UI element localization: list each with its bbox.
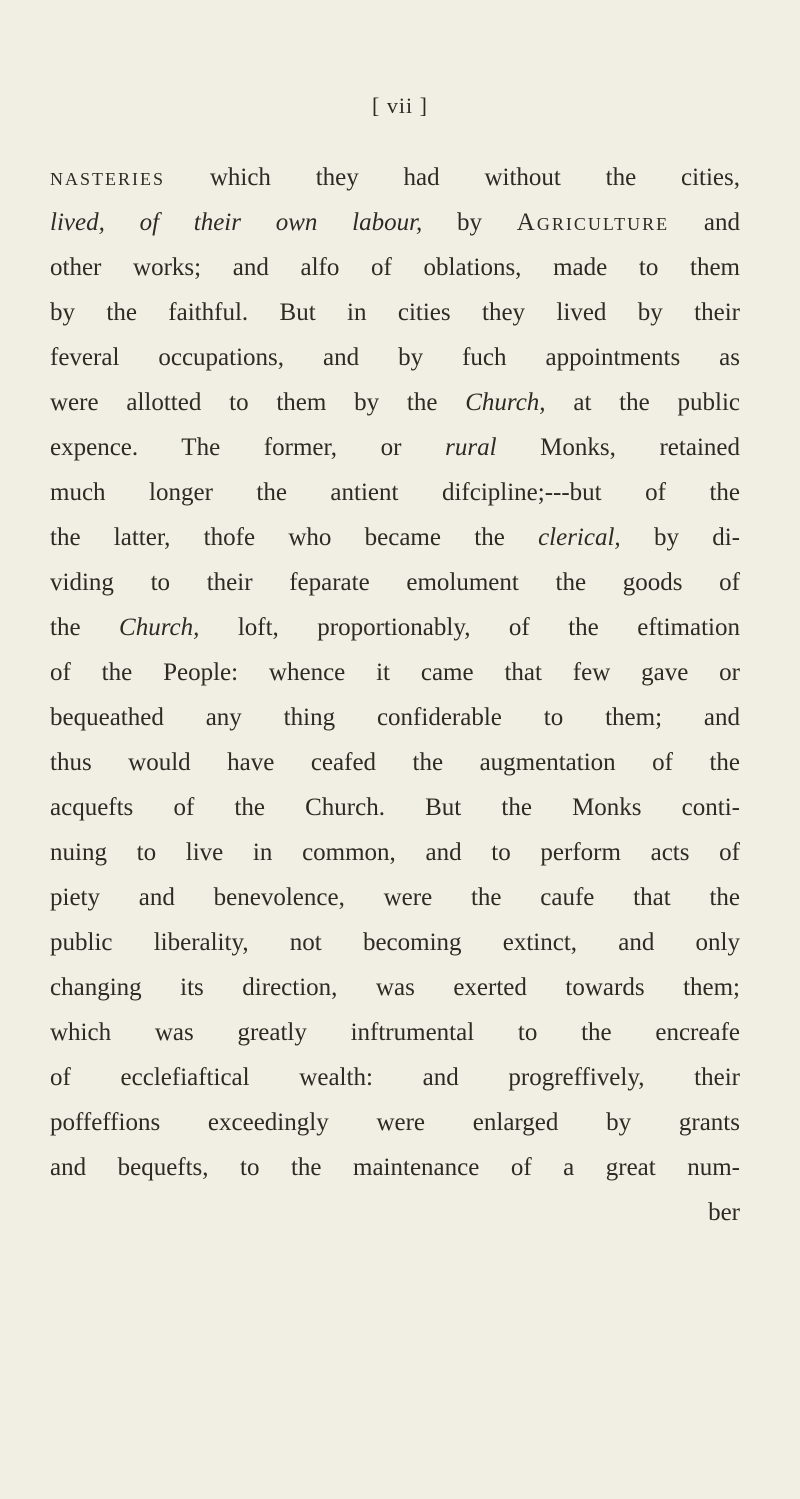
text-segment: ber xyxy=(708,1199,740,1226)
text-line xyxy=(50,1100,740,1145)
text-line xyxy=(50,515,740,560)
text-segment: and bequefts, to the maintenance of a great num- xyxy=(50,1154,740,1181)
text-segment: other works; and alfo of oblations, made to them xyxy=(50,254,740,281)
text-segment: nuing to live in common, and to perform acts of xyxy=(50,839,740,866)
text-segment: much longer the antient difcipline;---but of the xyxy=(50,479,740,506)
text-line xyxy=(50,1145,740,1190)
text-line xyxy=(50,965,740,1010)
text-line xyxy=(50,335,740,380)
text-line xyxy=(50,875,740,920)
text-line xyxy=(50,380,740,425)
text-line xyxy=(50,290,740,335)
text-segment: Church, xyxy=(119,614,200,641)
text-segment: Church, xyxy=(465,389,546,416)
text-line xyxy=(50,155,740,200)
text-segment: feveral occupations, and by fuch appointments as xyxy=(50,344,740,371)
text-segment: Monks, retained xyxy=(496,434,740,461)
text-line xyxy=(50,650,740,695)
text-segment: by the faithful. But in cities they lived by their xyxy=(50,299,740,326)
text-line xyxy=(50,425,740,470)
text-segment: by di- xyxy=(620,524,740,551)
text-line xyxy=(50,830,740,875)
text-segment: by xyxy=(422,209,517,236)
text-line xyxy=(50,470,740,515)
text-line xyxy=(50,1055,740,1100)
text-segment: acquefts of the Church. But the Monks conti- xyxy=(50,794,740,821)
text-segment: and xyxy=(669,209,741,236)
text-line xyxy=(50,1010,740,1055)
text-segment: rural xyxy=(445,434,497,461)
text-segment: of the People: whence it came that few gave or xyxy=(50,659,740,686)
text-segment: changing its direction, was exerted towards them; xyxy=(50,974,740,1001)
text-line xyxy=(50,245,740,290)
text-line xyxy=(50,605,740,650)
text-line xyxy=(50,200,740,245)
text-line xyxy=(50,920,740,965)
text-segment: the latter, thofe who became the xyxy=(50,524,539,551)
text-segment: the xyxy=(50,614,120,641)
text-segment: Agriculture xyxy=(516,209,670,236)
text-segment: nasteries xyxy=(50,164,166,191)
text-segment: bequeathed any thing confiderable to them; and xyxy=(50,704,740,731)
text-segment: loft, proportionably, of the eftimation xyxy=(199,614,740,641)
text-segment: at the public xyxy=(545,389,740,416)
text-line xyxy=(50,785,740,830)
text-segment: lived, of their own labour, xyxy=(50,209,423,236)
text-segment: thus would have ceafed the augmentation of the xyxy=(50,749,740,776)
text-segment: expence. The former, or xyxy=(50,434,446,461)
text-line xyxy=(50,695,740,740)
text-segment: viding to their feparate emolument the goods of xyxy=(50,569,740,596)
body-text xyxy=(50,155,740,1235)
page-number: [ vii ] xyxy=(372,93,428,118)
text-line xyxy=(50,740,740,785)
text-segment: piety and benevolence, were the caufe that the xyxy=(50,884,740,911)
text-segment: of ecclefiaftical wealth: and progreffively, their xyxy=(50,1064,740,1091)
text-line xyxy=(50,1190,740,1235)
text-segment: poffeffions exceedingly were enlarged by grants xyxy=(50,1109,740,1136)
text-line xyxy=(50,560,740,605)
text-segment: which was greatly inftrumental to the encreafe xyxy=(50,1019,740,1046)
text-segment: public liberality, not becoming extinct, and only xyxy=(50,929,740,956)
text-segment: were allotted to them by the xyxy=(50,389,466,416)
text-segment: which they had without the cities, xyxy=(165,164,740,191)
text-segment: clerical, xyxy=(538,524,621,551)
